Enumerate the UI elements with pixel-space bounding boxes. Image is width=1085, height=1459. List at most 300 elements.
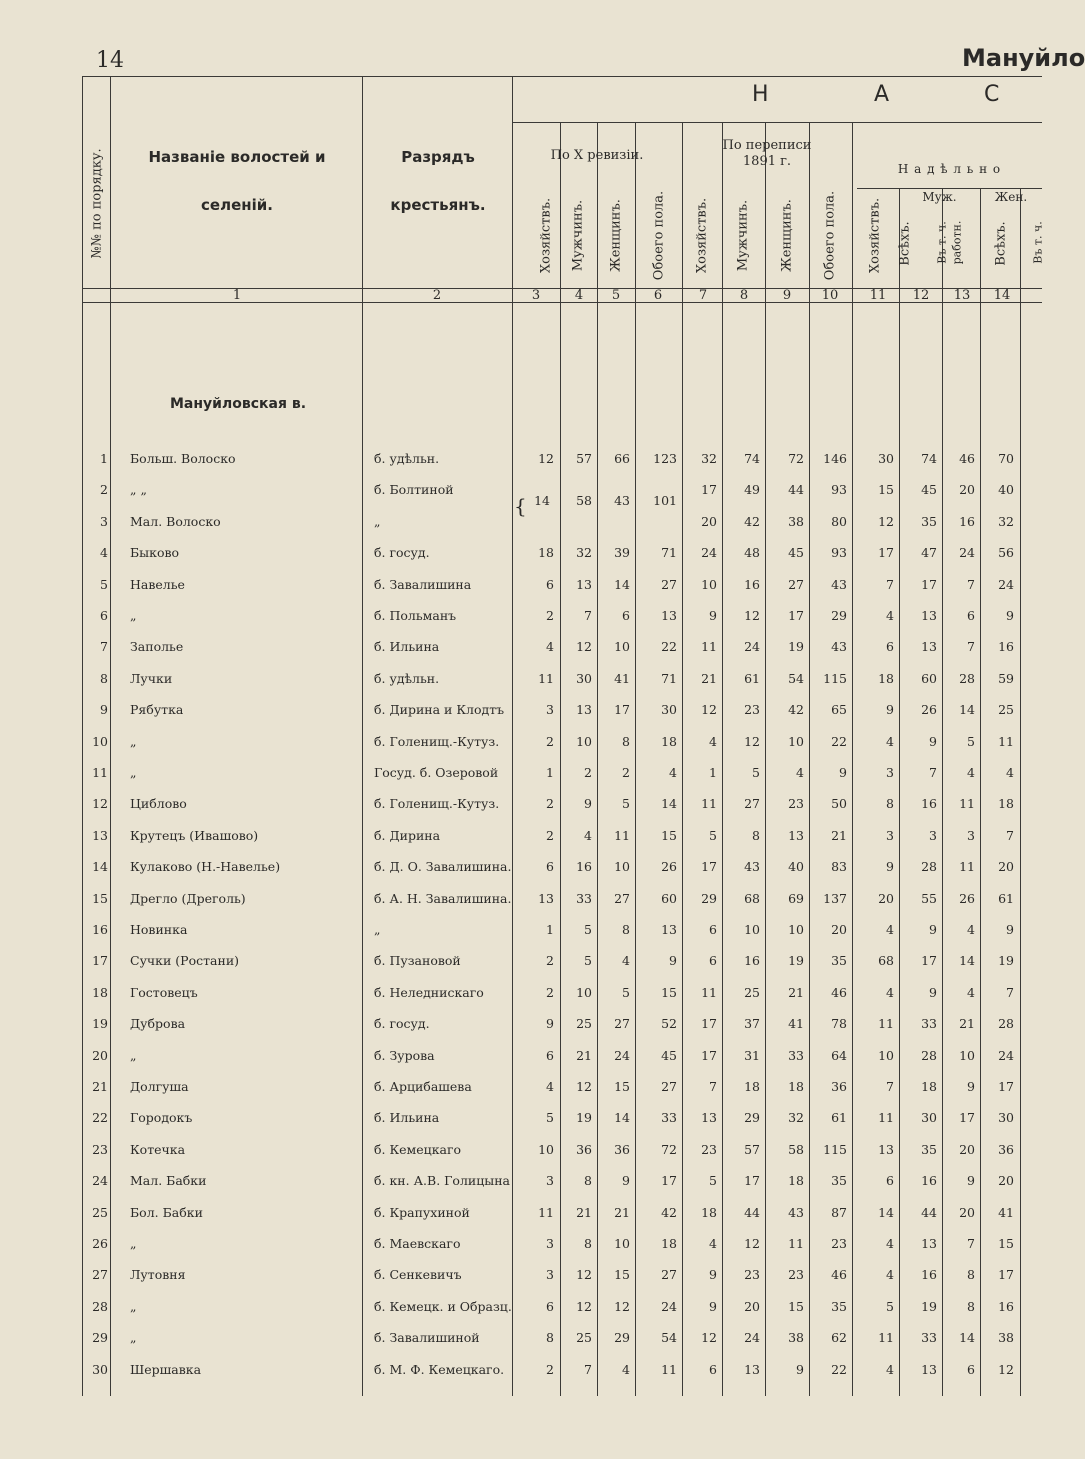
merged-cell: 43 bbox=[614, 493, 630, 508]
cell-value: 27 bbox=[661, 1267, 677, 1283]
cell-value: 18 bbox=[701, 1204, 717, 1220]
cell-value: 56 bbox=[998, 545, 1014, 561]
cell-value: 3 bbox=[546, 702, 554, 718]
cell-value: 17 bbox=[959, 1110, 975, 1126]
cell-value: 45 bbox=[788, 545, 804, 561]
cell-value: 18 bbox=[744, 1079, 760, 1094]
table-row bbox=[82, 915, 1042, 945]
cell-value: 6 bbox=[886, 1173, 894, 1189]
settlement-name: Гостовецъ bbox=[130, 984, 198, 1000]
cell-value: 16 bbox=[921, 796, 937, 812]
cell-value: 6 bbox=[546, 576, 554, 592]
cell-value: 72 bbox=[788, 451, 804, 466]
settlement-name: Сучки (Ростани) bbox=[130, 953, 240, 969]
cell-value: 28 bbox=[998, 1016, 1014, 1032]
cell-value: 24 bbox=[614, 1047, 630, 1063]
cell-value: 4 bbox=[669, 765, 677, 780]
table-row bbox=[82, 1292, 1042, 1322]
table-row bbox=[82, 1198, 1042, 1228]
statistics-table bbox=[82, 76, 1045, 1396]
cell-value: 4 bbox=[1006, 765, 1014, 780]
cell-value: 15 bbox=[661, 827, 677, 843]
cell-value: 9 bbox=[709, 1267, 717, 1283]
cell-value: 27 bbox=[614, 890, 630, 906]
cell-value: 16 bbox=[921, 1173, 937, 1189]
cell-value: 42 bbox=[661, 1204, 677, 1220]
peasant-class: б. Сенкевичъ bbox=[374, 1267, 462, 1283]
cell-value: 21 bbox=[959, 1016, 975, 1032]
peasant-class: б. Арцибашева bbox=[374, 1079, 472, 1094]
peasant-class: б. Д. О. Завалишина. bbox=[374, 859, 512, 875]
merge-brace: { bbox=[514, 494, 527, 518]
col14-header: Всѣхъ. bbox=[993, 221, 1009, 266]
cell-value: 9 bbox=[839, 765, 847, 780]
nas-letter-1: Н bbox=[752, 82, 769, 107]
cell-value: 61 bbox=[998, 890, 1014, 906]
cell-value: 13 bbox=[576, 702, 592, 718]
cell-value: 20 bbox=[744, 1298, 760, 1314]
cell-value: 29 bbox=[614, 1330, 630, 1346]
cell-value: 12 bbox=[576, 1267, 592, 1283]
cell-value: 4 bbox=[886, 1267, 894, 1283]
group-census-header-2: 1891 г. bbox=[742, 154, 792, 169]
cell-value: 13 bbox=[744, 1361, 760, 1377]
cell-value: 11 bbox=[959, 796, 975, 812]
cell-value: 12 bbox=[576, 1298, 592, 1314]
cell-value: 16 bbox=[576, 859, 592, 875]
settlement-name: „ bbox=[130, 1330, 137, 1346]
cell-value: 29 bbox=[701, 890, 717, 906]
cell-value: 115 bbox=[823, 670, 847, 686]
cell-value: 6 bbox=[967, 1361, 975, 1377]
row-number: 27 bbox=[92, 1267, 108, 1283]
settlement-name: Кулаково (Н.-Навелье) bbox=[130, 859, 281, 875]
cell-value: 44 bbox=[788, 482, 804, 498]
cell-value: 30 bbox=[878, 451, 894, 466]
table-row bbox=[82, 1323, 1042, 1353]
peasant-class: б. удѣльн. bbox=[374, 670, 440, 686]
table-row bbox=[82, 1166, 1042, 1196]
table-row bbox=[82, 507, 1042, 537]
cell-value: 60 bbox=[661, 890, 677, 906]
cell-value: 87 bbox=[831, 1204, 847, 1220]
settlement-name: Дуброва bbox=[130, 1016, 186, 1032]
cell-value: 18 bbox=[998, 796, 1014, 812]
peasant-class: б. Маевскаго bbox=[374, 1236, 461, 1251]
col-index-header: №№ по порядку. bbox=[89, 148, 105, 259]
cell-value: 4 bbox=[622, 953, 630, 969]
row-number: 8 bbox=[100, 670, 108, 686]
cell-value: 36 bbox=[576, 1141, 592, 1157]
cell-value: 17 bbox=[701, 482, 717, 498]
cell-value: 29 bbox=[744, 1110, 760, 1126]
cell-value: 12 bbox=[576, 639, 592, 655]
cell-value: 32 bbox=[998, 513, 1014, 529]
cell-value: 21 bbox=[788, 984, 804, 1000]
cell-value: 7 bbox=[886, 576, 894, 592]
running-head: Мануйло bbox=[962, 44, 1085, 72]
cell-value: 13 bbox=[921, 608, 937, 623]
cell-value: 93 bbox=[831, 545, 847, 561]
cell-value: 93 bbox=[831, 482, 847, 498]
cell-value: 66 bbox=[614, 451, 630, 466]
cell-value: 7 bbox=[967, 1236, 975, 1251]
peasant-class: б. Кемецк. и Образц. bbox=[374, 1298, 512, 1314]
row-number: 15 bbox=[92, 890, 108, 906]
cell-value: 80 bbox=[831, 513, 847, 529]
cell-value: 19 bbox=[921, 1298, 937, 1314]
settlement-name: Лучки bbox=[130, 670, 173, 686]
cell-value: 43 bbox=[831, 639, 847, 655]
cell-value: 24 bbox=[998, 1047, 1014, 1063]
cell-value: 4 bbox=[886, 733, 894, 749]
cell-value: 20 bbox=[959, 1204, 975, 1220]
cell-value: 24 bbox=[744, 1330, 760, 1346]
cell-value: 137 bbox=[823, 890, 847, 906]
cell-value: 28 bbox=[959, 670, 975, 686]
cell-value: 58 bbox=[788, 1141, 804, 1157]
col-number: 9 bbox=[782, 288, 792, 303]
settlement-name: „ bbox=[130, 765, 137, 780]
table-row bbox=[82, 789, 1042, 819]
cell-value: 6 bbox=[886, 639, 894, 655]
cell-value: 40 bbox=[998, 482, 1014, 498]
cell-value: 20 bbox=[959, 1141, 975, 1157]
merged-cell: 58 bbox=[576, 493, 592, 508]
cell-value: 15 bbox=[878, 482, 894, 498]
cell-value: 5 bbox=[886, 1298, 894, 1314]
row-number: 14 bbox=[92, 859, 108, 875]
cell-value: 3 bbox=[546, 1236, 554, 1251]
col-class-header-1: Разрядъ bbox=[401, 148, 475, 166]
cell-value: 35 bbox=[831, 1173, 847, 1189]
settlement-name: Шершавка bbox=[130, 1361, 202, 1377]
cell-value: 16 bbox=[744, 953, 760, 969]
cell-value: 23 bbox=[701, 1141, 717, 1157]
cell-value: 44 bbox=[921, 1204, 937, 1220]
cell-value: 21 bbox=[831, 827, 847, 843]
cell-value: 20 bbox=[959, 482, 975, 498]
settlement-name: Бол. Бабки bbox=[130, 1204, 203, 1220]
cell-value: 55 bbox=[921, 890, 937, 906]
cell-value: 25 bbox=[576, 1330, 592, 1346]
cell-value: 2 bbox=[546, 984, 554, 1000]
cell-value: 30 bbox=[576, 670, 592, 686]
col-number: 4 bbox=[574, 288, 584, 303]
cell-value: 35 bbox=[831, 953, 847, 969]
cell-value: 24 bbox=[998, 576, 1014, 592]
col13-header-2: работн. bbox=[950, 220, 964, 265]
col15-header: Въ т. ч. bbox=[1031, 221, 1045, 264]
cell-value: 41 bbox=[998, 1204, 1014, 1220]
col12-header: Всѣхъ. bbox=[897, 221, 913, 266]
cell-value: 4 bbox=[709, 1236, 717, 1251]
cell-value: 17 bbox=[921, 576, 937, 592]
row-number: 2 bbox=[100, 482, 108, 498]
cell-value: 12 bbox=[878, 513, 894, 529]
row-number: 10 bbox=[92, 733, 108, 749]
cell-value: 5 bbox=[622, 984, 630, 1000]
cell-value: 6 bbox=[546, 1047, 554, 1063]
cell-value: 12 bbox=[998, 1361, 1014, 1377]
settlement-name: Циблово bbox=[130, 796, 187, 812]
settlement-name: „ bbox=[130, 1236, 137, 1251]
cell-value: 40 bbox=[788, 859, 804, 875]
cell-value: 7 bbox=[886, 1079, 894, 1094]
cell-value: 8 bbox=[584, 1173, 592, 1189]
peasant-class: б. Ильина bbox=[374, 1110, 440, 1126]
cell-value: 9 bbox=[886, 702, 894, 718]
table-row bbox=[82, 821, 1042, 851]
cell-value: 14 bbox=[661, 796, 677, 812]
cell-value: 33 bbox=[788, 1047, 804, 1063]
cell-value: 17 bbox=[788, 608, 804, 623]
col-number: 2 bbox=[432, 288, 442, 303]
cell-value: 9 bbox=[967, 1079, 975, 1094]
cell-value: 57 bbox=[744, 1141, 760, 1157]
cell-value: 8 bbox=[967, 1298, 975, 1314]
cell-value: 22 bbox=[831, 1361, 847, 1377]
cell-value: 8 bbox=[967, 1267, 975, 1283]
cell-value: 21 bbox=[576, 1047, 592, 1063]
col-number: 12 bbox=[912, 288, 930, 303]
cell-value: 27 bbox=[661, 1079, 677, 1094]
cell-value: 19 bbox=[788, 953, 804, 969]
peasant-class: б. Голенищ.-Кутуз. bbox=[374, 796, 500, 812]
cell-value: 26 bbox=[959, 890, 975, 906]
cell-value: 17 bbox=[614, 702, 630, 718]
peasant-class: б. Крапухиной bbox=[374, 1204, 470, 1220]
cell-value: 146 bbox=[823, 451, 847, 466]
cell-value: 5 bbox=[752, 765, 760, 780]
cell-value: 13 bbox=[921, 639, 937, 655]
cell-value: 2 bbox=[584, 765, 592, 780]
cell-value: 33 bbox=[576, 890, 592, 906]
cell-value: 19 bbox=[998, 953, 1014, 969]
cell-value: 4 bbox=[546, 639, 554, 655]
cell-value: 11 bbox=[701, 796, 717, 812]
col13-header: Въ т. ч. bbox=[935, 221, 949, 264]
row-number: 11 bbox=[92, 765, 108, 780]
cell-value: 14 bbox=[959, 1330, 975, 1346]
cell-value: 3 bbox=[546, 1173, 554, 1189]
settlement-name: Новинка bbox=[130, 922, 188, 937]
cell-value: 15 bbox=[788, 1298, 804, 1314]
peasant-class: б. Голенищ.-Кутуз. bbox=[374, 733, 500, 749]
cell-value: 19 bbox=[788, 639, 804, 655]
cell-value: 13 bbox=[788, 827, 804, 843]
table-row bbox=[82, 444, 1042, 474]
col7-header: Хозяйствъ. bbox=[694, 197, 710, 274]
cell-value: 12 bbox=[744, 1236, 760, 1251]
cell-value: 23 bbox=[788, 1267, 804, 1283]
cell-value: 8 bbox=[752, 827, 760, 843]
cell-value: 17 bbox=[701, 859, 717, 875]
cell-value: 68 bbox=[878, 953, 894, 969]
cell-value: 17 bbox=[661, 1173, 677, 1189]
col-number: 5 bbox=[611, 288, 621, 303]
cell-value: 14 bbox=[614, 576, 630, 592]
cell-value: 4 bbox=[967, 922, 975, 937]
cell-value: 17 bbox=[744, 1173, 760, 1189]
page-number: 14 bbox=[96, 48, 124, 73]
col-number: 10 bbox=[821, 288, 839, 303]
cell-value: 70 bbox=[998, 451, 1014, 466]
peasant-class: „ bbox=[374, 513, 381, 529]
cell-value: 8 bbox=[886, 796, 894, 812]
cell-value: 7 bbox=[584, 608, 592, 623]
cell-value: 18 bbox=[538, 545, 554, 561]
cell-value: 25 bbox=[998, 702, 1014, 718]
cell-value: 12 bbox=[744, 608, 760, 623]
cell-value: 38 bbox=[788, 513, 804, 529]
row-number: 3 bbox=[100, 513, 108, 529]
cell-value: 4 bbox=[584, 827, 592, 843]
col4-header: Мужчинъ. bbox=[570, 199, 586, 272]
table-row bbox=[82, 727, 1042, 757]
cell-value: 18 bbox=[921, 1079, 937, 1094]
table-row bbox=[82, 1355, 1042, 1385]
cell-value: 24 bbox=[744, 639, 760, 655]
cell-value: 20 bbox=[831, 922, 847, 937]
row-number: 21 bbox=[92, 1079, 108, 1094]
cell-value: 22 bbox=[661, 639, 677, 655]
peasant-class: б. Польманъ bbox=[374, 608, 457, 623]
cell-value: 9 bbox=[929, 984, 937, 1000]
cell-value: 48 bbox=[744, 545, 760, 561]
merged-cell: 101 bbox=[653, 493, 677, 508]
cell-value: 30 bbox=[661, 702, 677, 718]
table-row bbox=[82, 852, 1042, 882]
row-number: 26 bbox=[92, 1236, 108, 1251]
cell-value: 26 bbox=[921, 702, 937, 718]
cell-value: 17 bbox=[701, 1047, 717, 1063]
cell-value: 37 bbox=[744, 1016, 760, 1032]
settlement-name: Мал. Бабки bbox=[130, 1173, 207, 1189]
cell-value: 20 bbox=[998, 1173, 1014, 1189]
cell-value: 9 bbox=[1006, 922, 1014, 937]
peasant-class: б. госуд. bbox=[374, 545, 430, 561]
cell-value: 4 bbox=[709, 733, 717, 749]
cell-value: 25 bbox=[744, 984, 760, 1000]
cell-value: 2 bbox=[622, 765, 630, 780]
cell-value: 15 bbox=[614, 1079, 630, 1094]
cell-value: 54 bbox=[661, 1330, 677, 1346]
peasant-class: б. Зурова bbox=[374, 1047, 435, 1063]
peasant-class: б. кн. А.В. Голицына bbox=[374, 1173, 510, 1189]
row-number: 7 bbox=[100, 639, 108, 655]
cell-value: 20 bbox=[998, 859, 1014, 875]
cell-value: 41 bbox=[788, 1016, 804, 1032]
cell-value: 3 bbox=[967, 827, 975, 843]
cell-value: 64 bbox=[831, 1047, 847, 1063]
cell-value: 10 bbox=[788, 733, 804, 749]
table-row bbox=[82, 475, 1042, 505]
cell-value: 6 bbox=[709, 953, 717, 969]
cell-value: 9 bbox=[929, 733, 937, 749]
peasant-class: „ bbox=[374, 922, 381, 937]
cell-value: 60 bbox=[921, 670, 937, 686]
cell-value: 16 bbox=[998, 639, 1014, 655]
table-row bbox=[82, 946, 1042, 976]
settlement-name: Больш. Волоско bbox=[130, 451, 236, 466]
cell-value: 11 bbox=[701, 639, 717, 655]
cell-value: 62 bbox=[831, 1330, 847, 1346]
cell-value: 45 bbox=[921, 482, 937, 498]
row-number: 9 bbox=[100, 702, 108, 718]
cell-value: 35 bbox=[831, 1298, 847, 1314]
cell-value: 54 bbox=[788, 670, 804, 686]
peasant-class: б. удѣльн. bbox=[374, 451, 440, 466]
cell-value: 2 bbox=[546, 827, 554, 843]
cell-value: 2 bbox=[546, 796, 554, 812]
cell-value: 68 bbox=[744, 890, 760, 906]
cell-value: 17 bbox=[998, 1079, 1014, 1094]
col9-header: Женщинъ. bbox=[779, 199, 795, 272]
row-number: 28 bbox=[92, 1298, 108, 1314]
peasant-class: б. М. Ф. Кемецкаго. bbox=[374, 1361, 505, 1377]
peasant-class: б. Дирина и Клодтъ bbox=[374, 702, 505, 718]
cell-value: 20 bbox=[701, 513, 717, 529]
cell-value: 7 bbox=[1006, 827, 1014, 843]
cell-value: 10 bbox=[788, 922, 804, 937]
cell-value: 7 bbox=[709, 1079, 717, 1094]
table-row bbox=[82, 601, 1042, 631]
group-census-header-1: По переписи bbox=[722, 138, 812, 153]
row-number: 25 bbox=[92, 1204, 108, 1220]
col5-header: Женщинъ. bbox=[608, 199, 624, 272]
sub-male-header: Муж. bbox=[922, 190, 957, 204]
cell-value: 4 bbox=[967, 765, 975, 780]
cell-value: 12 bbox=[576, 1079, 592, 1094]
col-name-header-2: селеній. bbox=[201, 196, 273, 214]
cell-value: 59 bbox=[998, 670, 1014, 686]
cell-value: 15 bbox=[661, 984, 677, 1000]
settlement-name: Рябутка bbox=[130, 702, 184, 718]
cell-value: 20 bbox=[878, 890, 894, 906]
col-class-header-2: крестьянъ. bbox=[390, 196, 486, 214]
cell-value: 42 bbox=[788, 702, 804, 718]
row-number: 1 bbox=[100, 451, 108, 466]
row-number: 23 bbox=[92, 1141, 108, 1157]
col-name-header-1: Названіе волостей и bbox=[148, 148, 326, 166]
section-title: Мануйловская в. bbox=[170, 396, 307, 412]
cell-value: 8 bbox=[546, 1330, 554, 1346]
cell-value: 12 bbox=[614, 1298, 630, 1314]
row-number: 30 bbox=[92, 1361, 108, 1377]
cell-value: 10 bbox=[538, 1141, 554, 1157]
cell-value: 24 bbox=[661, 1298, 677, 1314]
cell-value: 21 bbox=[701, 670, 717, 686]
cell-value: 14 bbox=[959, 953, 975, 969]
cell-value: 5 bbox=[546, 1110, 554, 1126]
cell-value: 38 bbox=[788, 1330, 804, 1346]
cell-value: 7 bbox=[967, 576, 975, 592]
settlement-name: Городокъ bbox=[130, 1110, 193, 1126]
table-row bbox=[82, 695, 1042, 725]
cell-value: 24 bbox=[959, 545, 975, 561]
cell-value: 3 bbox=[886, 765, 894, 780]
cell-value: 6 bbox=[709, 1361, 717, 1377]
cell-value: 10 bbox=[878, 1047, 894, 1063]
cell-value: 43 bbox=[744, 859, 760, 875]
cell-value: 5 bbox=[584, 953, 592, 969]
cell-value: 24 bbox=[701, 545, 717, 561]
settlement-name: Дрегло (Дреголь) bbox=[130, 890, 246, 906]
cell-value: 3 bbox=[546, 1267, 554, 1283]
settlement-name: Крутецъ (Ивашово) bbox=[130, 827, 259, 843]
row-number: 18 bbox=[92, 984, 108, 1000]
